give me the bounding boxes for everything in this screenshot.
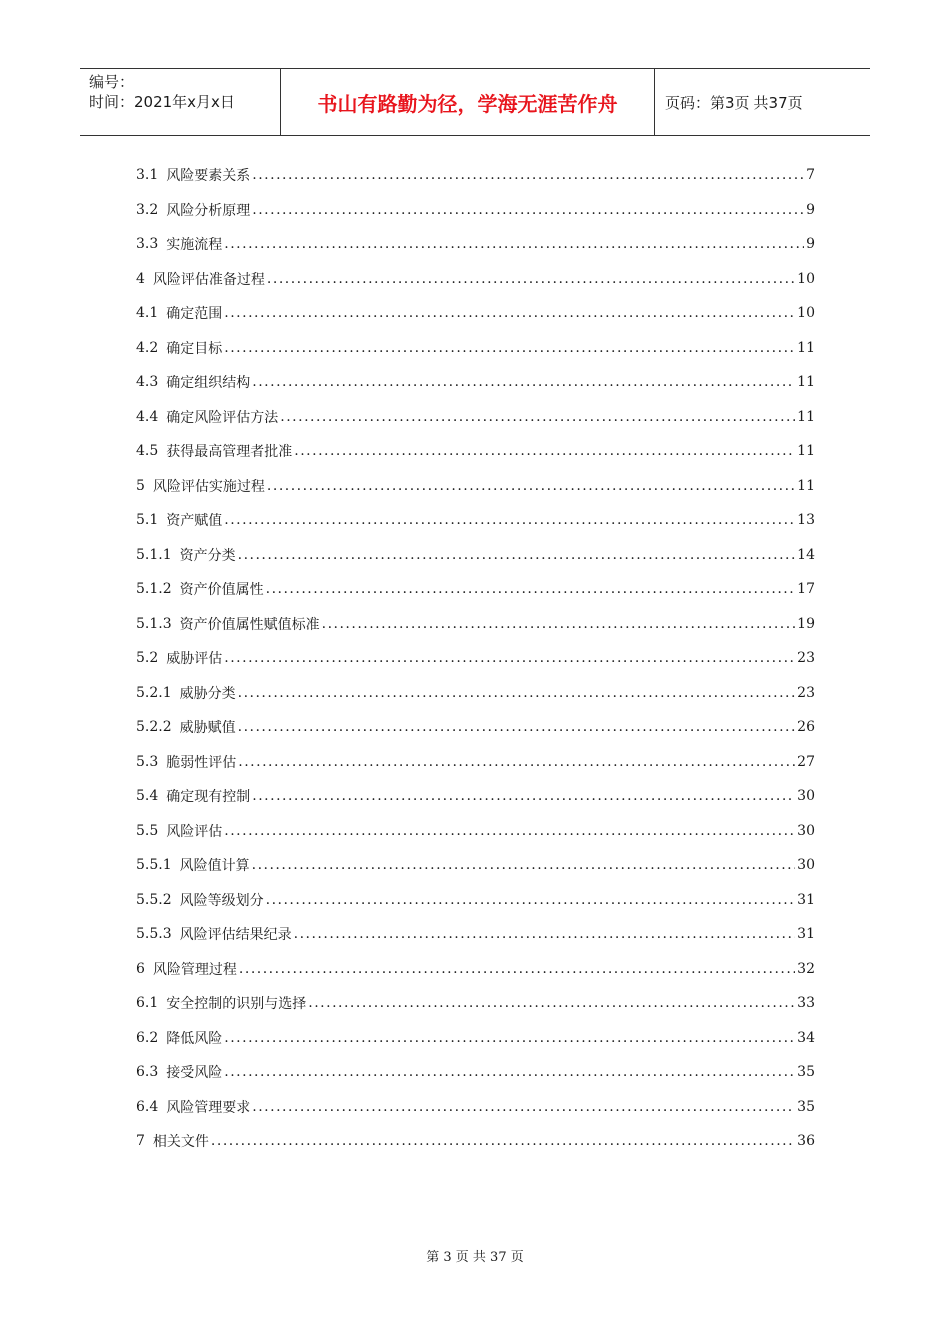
toc-entry-page: 32 [797,960,815,977]
toc-entry-number: 4.5 [136,443,159,460]
toc-entry-number: 4.4 [136,408,159,425]
toc-dot-leader [238,685,796,701]
toc-entry-number: 5.1.2 [136,581,172,598]
toc-entry-title: 资产价值属性赋值标准 [179,616,320,633]
toc-entry-title: 风险管理要求 [166,1099,251,1116]
toc-entry-title: 资产赋值 [166,513,223,530]
toc-entry-number: 4 [136,270,145,287]
toc-entry-number: 5.1.1 [136,546,172,563]
toc-entry-page: 7 [806,167,815,184]
toc-entry-number: 5.5.2 [136,891,172,908]
toc-entry-title: 确定范围 [166,306,223,323]
toc-entry-number: 6.1 [136,995,159,1012]
toc-entry[interactable] [136,814,815,849]
toc-dot-leader [252,788,795,804]
toc-entry-page: 30 [797,788,815,805]
toc-dot-leader [252,374,795,390]
toc-entry-title: 脆弱性评估 [166,754,237,771]
toc-entry-title: 风险评估准备过程 [152,271,265,288]
toc-entry-page: 11 [797,408,815,425]
toc-entry[interactable] [136,607,815,642]
toc-entry-page: 27 [797,753,815,770]
toc-dot-leader [252,857,796,873]
toc-entry-page: 23 [797,650,815,667]
header-page-total: 共37页 [753,93,803,112]
toc-entry-title: 资产价值属性 [179,582,264,599]
toc-entry-title: 威胁赋值 [179,720,236,737]
toc-dot-leader [252,202,804,218]
toc-dot-leader [238,547,796,563]
toc-dot-leader [238,754,795,770]
toc-entry[interactable] [136,400,815,435]
header-motto: 书山有路勤为径，学海无涯苦作舟 [281,69,655,135]
toc-entry-title: 实施流程 [166,237,223,254]
toc-entry-title: 风险评估结果纪录 [179,927,292,944]
toc-entry-page: 9 [806,236,815,253]
toc-entry[interactable] [136,710,815,745]
toc-entry[interactable] [136,676,815,711]
toc-entry-page: 10 [797,270,815,287]
toc-entry-number: 5.5.1 [136,857,172,874]
toc-dot-leader [211,1133,795,1149]
toc-entry-number: 6.3 [136,1064,159,1081]
toc-dot-leader [280,409,795,425]
toc-entry-page: 10 [797,305,815,322]
toc-entry[interactable] [136,365,815,400]
toc-entry-title: 获得最高管理者批准 [166,444,293,461]
toc-dot-leader [224,340,795,356]
toc-entry-title: 风险等级划分 [179,892,264,909]
toc-entry-page: 30 [797,857,815,874]
toc-dot-leader [239,961,795,977]
toc-dot-leader [224,1030,795,1046]
toc-entry-number: 5.2.2 [136,719,172,736]
toc-entry[interactable] [136,434,815,469]
toc-entry-number: 4.2 [136,339,159,356]
header-page-info [655,69,870,135]
toc-entry-number: 3.1 [136,167,159,184]
table-of-contents [136,158,815,1159]
header-meta [80,69,281,135]
toc-entry[interactable] [136,158,815,193]
toc-entry-title: 降低风险 [166,1030,223,1047]
page-footer: 第 3 页 共 37 页 [426,1250,524,1265]
header-page-number: 页码：第3页 [665,93,750,112]
toc-entry-title: 确定目标 [166,340,223,357]
toc-entry-title: 相关文件 [152,1134,209,1151]
toc-entry-title: 风险评估 [166,823,223,840]
toc-entry-page: 36 [797,1133,815,1150]
toc-entry[interactable] [136,986,815,1021]
toc-entry-page: 13 [797,512,815,529]
toc-entry[interactable] [136,227,815,262]
toc-entry-title: 确定风险评估方法 [166,409,279,426]
toc-entry[interactable] [136,779,815,814]
toc-dot-leader [224,305,795,321]
toc-entry[interactable] [136,262,815,297]
toc-entry-title: 威胁分类 [179,685,236,702]
toc-entry[interactable] [136,1021,815,1056]
toc-entry-page: 9 [806,201,815,218]
toc-entry-number: 5.5 [136,822,159,839]
toc-entry-page: 33 [797,995,815,1012]
toc-dot-leader [322,616,796,632]
toc-entry-number: 4.3 [136,374,159,391]
toc-dot-leader [224,512,795,528]
toc-entry-number: 5.1.3 [136,615,172,632]
toc-entry-number: 5.5.3 [136,926,172,943]
toc-entry-title: 接受风险 [166,1065,223,1082]
toc-entry[interactable] [136,883,815,918]
toc-entry-page: 26 [797,719,815,736]
toc-entry[interactable] [136,1055,815,1090]
toc-entry-page: 30 [797,822,815,839]
document-number-label: 编号： [89,73,135,91]
toc-entry-title: 安全控制的识别与选择 [166,996,307,1013]
toc-entry-number: 5.2 [136,650,159,667]
toc-entry-page: 11 [797,374,815,391]
toc-entry-page: 34 [797,1029,815,1046]
toc-entry-page: 17 [797,581,815,598]
toc-entry-title: 确定现有控制 [166,789,251,806]
toc-entry-title: 风险管理过程 [152,961,237,978]
toc-entry[interactable] [136,193,815,228]
toc-entry[interactable] [136,1090,815,1125]
toc-entry-title: 风险分析原理 [166,202,251,219]
toc-entry-number: 5.1 [136,512,159,529]
toc-entry[interactable] [136,331,815,366]
toc-entry-number: 6.4 [136,1098,159,1115]
toc-entry-title: 确定组织结构 [166,375,251,392]
toc-entry-title: 风险评估实施过程 [152,478,265,495]
toc-dot-leader [267,271,795,287]
toc-entry[interactable] [136,917,815,952]
toc-entry-page: 14 [797,546,815,563]
toc-entry[interactable] [136,469,815,504]
toc-dot-leader [238,719,796,735]
toc-entry[interactable] [136,538,815,573]
toc-dot-leader [224,823,795,839]
toc-entry[interactable] [136,1124,815,1159]
toc-dot-leader [252,167,804,183]
toc-entry-number: 3.2 [136,201,159,218]
toc-entry-page: 35 [797,1064,815,1081]
toc-entry-page: 31 [797,891,815,908]
toc-dot-leader [308,995,795,1011]
toc-dot-leader [224,236,804,252]
toc-dot-leader [266,892,796,908]
toc-dot-leader [294,926,796,942]
toc-entry-title: 风险值计算 [179,858,250,875]
toc-entry[interactable] [136,848,815,883]
toc-entry[interactable] [136,572,815,607]
toc-entry-page: 23 [797,684,815,701]
toc-entry-number: 3.3 [136,236,159,253]
toc-entry-number: 7 [136,1133,145,1150]
toc-entry-page: 31 [797,926,815,943]
toc-entry-number: 5.4 [136,788,159,805]
toc-entry-page: 11 [797,339,815,356]
toc-entry[interactable] [136,296,815,331]
toc-dot-leader [224,650,795,666]
toc-entry-title: 资产分类 [179,547,236,564]
page-header [80,68,870,136]
toc-dot-leader [252,1099,795,1115]
toc-entry[interactable] [136,503,815,538]
toc-entry-page: 11 [797,477,815,494]
toc-entry-number: 6.2 [136,1029,159,1046]
toc-entry-title: 风险要素关系 [166,168,251,185]
toc-entry[interactable] [136,745,815,780]
toc-entry-page: 35 [797,1098,815,1115]
toc-entry-number: 5 [136,477,145,494]
toc-dot-leader [224,1064,795,1080]
document-time-label: 时间：2021年x月x日 [89,93,235,111]
toc-entry-page: 19 [797,615,815,632]
toc-dot-leader [267,478,795,494]
toc-entry-number: 5.2.1 [136,684,172,701]
toc-entry-number: 5.3 [136,753,159,770]
toc-entry[interactable] [136,952,815,987]
toc-entry-number: 6 [136,960,145,977]
toc-dot-leader [266,581,796,597]
toc-entry[interactable] [136,641,815,676]
toc-entry-title: 威胁评估 [166,651,223,668]
toc-entry-number: 4.1 [136,305,159,322]
toc-dot-leader [294,443,795,459]
toc-entry-page: 11 [797,443,815,460]
